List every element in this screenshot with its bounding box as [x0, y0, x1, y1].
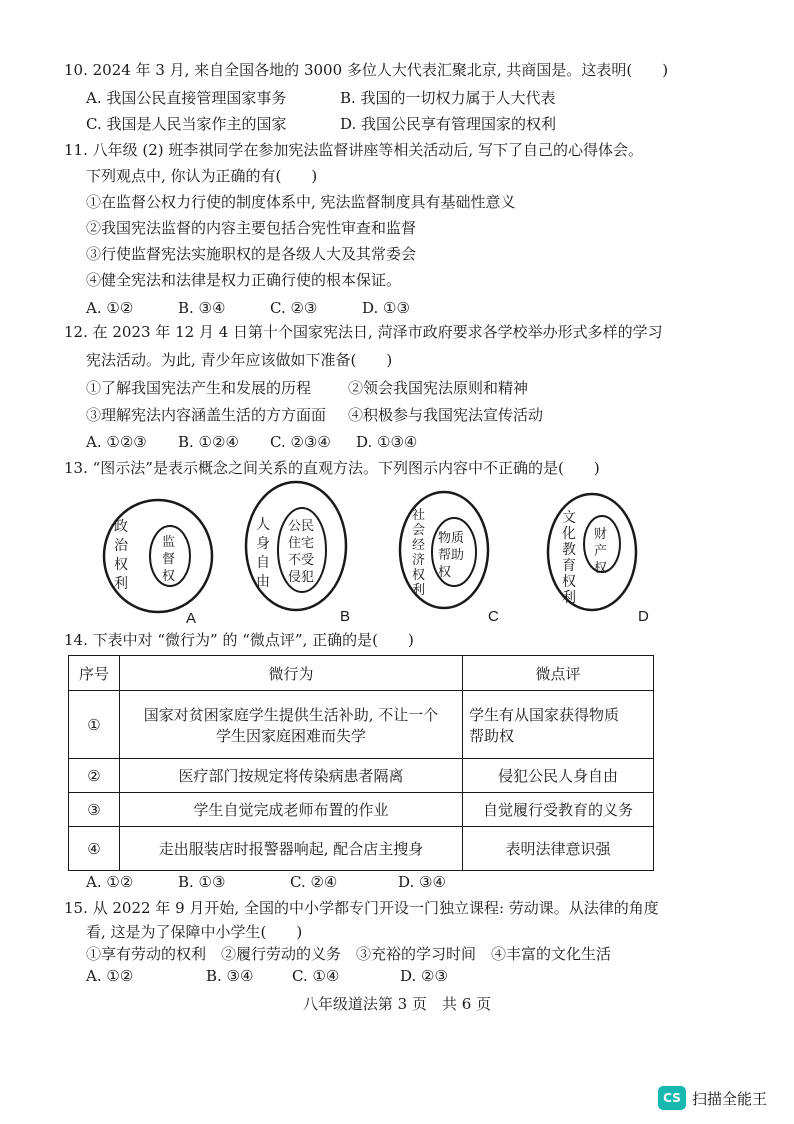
q12-statement-2: ②领会我国宪法原则和精神 [348, 379, 529, 397]
diagram-a-inner-label: 监督权 [162, 535, 176, 584]
q12-stem-line2: 宪法活动。为此, 青少年应该做如下准备( ) [86, 351, 393, 369]
diagram-c-inner-label: 物质帮助权 [438, 531, 465, 580]
q10-option-b[interactable]: B. 我国的一切权力属于人大代表 [340, 89, 556, 107]
q15-option-c[interactable]: C. ①④ [292, 967, 340, 985]
q11-stem-line2: 下列观点中, 你认为正确的有( ) [86, 167, 318, 185]
diagram-d-outer-label: 文化教育权利 [562, 510, 576, 606]
q11-option-a[interactable]: A. ①② [86, 299, 134, 317]
row-1-comment-line2: 帮助权 [469, 726, 515, 745]
header-action: 微行为 [120, 656, 463, 691]
header-no: 序号 [69, 656, 120, 691]
page-footer: 八年级道法第 3 页 共 6 页 [302, 995, 492, 1013]
q15-statements: ①享有劳动的权利 ②履行劳动的义务 ③充裕的学习时间 ④丰富的文化生活 [86, 945, 612, 963]
diagram-a[interactable] [100, 496, 220, 616]
diagram-b-inner-label: 公民住宅不受侵犯 [288, 519, 315, 585]
q12-option-a[interactable]: A. ①②③ [86, 433, 147, 451]
diagram-b[interactable] [244, 480, 350, 616]
q11-option-c[interactable]: C. ②③ [270, 299, 318, 317]
diagram-b-outer-label: 人身自由 [256, 517, 270, 590]
diagram-b-letter: B [340, 608, 351, 625]
row-1-no: ① [69, 691, 120, 759]
camscanner-text: 扫描全能王 [692, 1089, 768, 1108]
q12-statement-1: ①了解我国宪法产生和发展的历程 [86, 379, 312, 397]
q15-option-a[interactable]: A. ①② [86, 967, 134, 985]
q14-option-c[interactable]: C. ②④ [290, 873, 338, 891]
q14-option-b[interactable]: B. ①③ [178, 873, 226, 891]
q12-option-c[interactable]: C. ②③④ [270, 433, 331, 451]
diagram-a-outer-label: 政治权利 [114, 519, 128, 592]
q11-stem-line1: 11. 八年级 (2) 班李祺同学在参加宪法监督讲座等相关活动后, 写下了自己的心得体会。 [64, 141, 643, 159]
q15-option-b[interactable]: B. ③④ [206, 967, 254, 985]
q11-option-d[interactable]: D. ①③ [362, 299, 410, 317]
camscanner-logo-icon: CS [658, 1086, 686, 1110]
table-row [69, 827, 654, 871]
row-3-no: ③ [69, 793, 120, 827]
row-4-comment: 表明法律意识强 [463, 827, 654, 871]
q15-option-d[interactable]: D. ②③ [400, 967, 448, 985]
table-row [69, 691, 654, 759]
row-1-comment [463, 691, 654, 759]
row-2-action: 医疗部门按规定将传染病患者隔离 [120, 759, 463, 793]
table-header-row [69, 656, 654, 691]
q11-statement-2: ②我国宪法监督的内容主要包括合宪性审查和监督 [86, 219, 417, 237]
q11-statement-1: ①在监督公权力行使的制度体系中, 宪法监督制度具有基础性意义 [86, 193, 516, 211]
q14-table [68, 655, 654, 871]
row-3-action: 学生自觉完成老师布置的作业 [120, 793, 463, 827]
row-2-no: ② [69, 759, 120, 793]
q10-stem: 10. 2024 年 3 月, 来自全国各地的 3000 多位人大代表汇聚北京, 共商国是。这表明( ) [64, 61, 669, 79]
row-1-comment-line1: 学生有从国家获得物质 [469, 705, 620, 724]
diagram-d-letter: D [638, 608, 649, 625]
table-row [69, 759, 654, 793]
q11-statement-3: ③行使监督宪法实施职权的是各级人大及其常委会 [86, 245, 417, 263]
diagram-a-letter: A [186, 610, 197, 627]
q12-statement-3: ③理解宪法内容涵盖生活的方方面面 [86, 406, 327, 424]
header-comment: 微点评 [463, 656, 654, 691]
q12-stem-line1: 12. 在 2023 年 12 月 4 日第十个国家宪法日, 菏泽市政府要求各学校举办形式多样的学习 [64, 323, 663, 341]
q12-option-b[interactable]: B. ①②④ [178, 433, 239, 451]
table-row [69, 793, 654, 827]
row-4-action: 走出服装店时报警器响起, 配合店主搜身 [120, 827, 463, 871]
diagram-d-inner-label: 财产权 [594, 527, 608, 576]
q11-option-b[interactable]: B. ③④ [178, 299, 226, 317]
q12-option-d[interactable]: D. ①③④ [356, 433, 418, 451]
diagram-c-outer-label: 社会经济权利 [412, 508, 426, 598]
q10-option-c[interactable]: C. 我国是人民当家作主的国家 [86, 115, 287, 133]
q14-stem: 14. 下表中对 “微行为” 的 “微点评”, 正确的是( ) [64, 631, 414, 649]
camscanner-watermark [658, 1086, 767, 1110]
q15-stem-line2: 看, 这是为了保障中小学生( ) [86, 923, 303, 941]
row-1-action [120, 691, 463, 759]
diagram-d[interactable] [546, 492, 642, 612]
row-1-action-line1: 国家对贫困家庭学生提供生活补助, 不让一个 [143, 705, 439, 724]
q14-option-a[interactable]: A. ①② [86, 873, 134, 891]
diagram-c-letter: C [488, 608, 499, 625]
q13-stem: 13. “图示法”是表示概念之间关系的直观方法。下列图示内容中不正确的是( ) [64, 459, 600, 477]
row-1-action-line2: 学生因家庭困难而失学 [215, 726, 366, 745]
q10-option-d[interactable]: D. 我国公民享有管理国家的权利 [340, 115, 557, 133]
q11-statement-4: ④健全宪法和法律是权力正确行使的根本保证。 [86, 271, 402, 289]
row-3-comment: 自觉履行受教育的义务 [463, 793, 654, 827]
row-4-no: ④ [69, 827, 120, 871]
q10-option-a[interactable]: A. 我国公民直接管理国家事务 [86, 89, 287, 107]
q15-stem-line1: 15. 从 2022 年 9 月开始, 全国的中小学都专门开设一门独立课程: 劳动课。从法律的角度 [64, 899, 659, 917]
row-2-comment: 侵犯公民人身自由 [463, 759, 654, 793]
q14-option-d[interactable]: D. ③④ [398, 873, 446, 891]
q12-statement-4: ④积极参与我国宪法宣传活动 [348, 406, 544, 424]
diagram-c[interactable] [398, 490, 498, 610]
